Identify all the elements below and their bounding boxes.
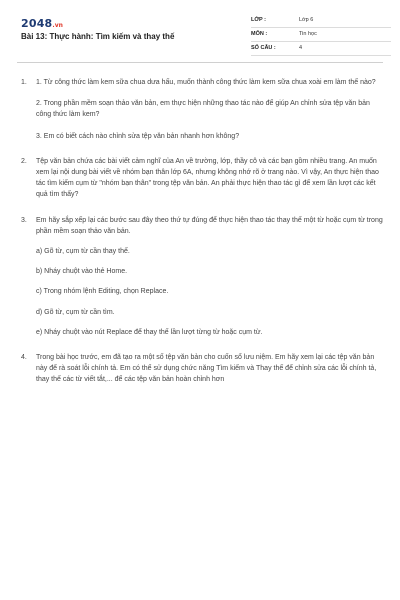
question-number: 4. bbox=[21, 354, 27, 362]
question-line: Trong bài học trước, em đã tạo ra một số tệp văn bản cho cuốn sổ lưu niệm. Em hãy xem lại các tệp văn bản này để rà soát lỗi chính tả. Em có thể sử dụng chức năng Tìm kiếm và Thay thế để chỉnh sửa các lỗi chính tả, thay thế các từ viết tắt,... để các tệp văn bản hoàn chỉnh hơn bbox=[36, 354, 377, 384]
header-divider bbox=[17, 62, 383, 63]
meta-label: SỐ CÂU : bbox=[251, 45, 276, 51]
option-d: d) Gõ từ, cụm từ cần tìm. bbox=[36, 308, 115, 316]
meta-row-class bbox=[251, 14, 391, 28]
meta-row-count bbox=[251, 42, 391, 56]
question-line: Em hãy sắp xếp lại các bước sau đây theo thứ tự đúng để thực hiện thao tác thay thế một từ hoặc cụm từ trong phần mềm soạn thảo văn bản. bbox=[36, 216, 383, 235]
option-b: b) Nháy chuột vào thẻ Home. bbox=[36, 268, 128, 276]
question-line: Tệp văn bản chứa các bài viết cảm nghĩ của An về trường, lớp, thầy cô và các bạn gồm nhiều trang. An muốn xem lại nội dung bài viết về nhóm bạn thân lớp 6A, nhưng không nhớ rõ ở trang nào. Vì vậy, An thực hiện thao tác tìm kiếm cụm từ "nhóm bạn thân" trong tệp văn bản. An phải thực hiện thao tác gì để xem lần lượt các kết quả tìm thấy? bbox=[36, 157, 379, 199]
meta-table bbox=[251, 14, 391, 56]
option-c: c) Trong nhóm lệnh Editing, chọn Replace. bbox=[36, 288, 169, 296]
question-number: 1. bbox=[21, 79, 27, 86]
meta-value: Tin học bbox=[299, 31, 317, 37]
question-line: 3. Em có biết cách nào chỉnh sửa tệp văn bản nhanh hơn không? bbox=[36, 132, 240, 140]
question-4 bbox=[21, 352, 383, 386]
lesson-title: Bài 13: Thực hành: Tìm kiếm và thay thế bbox=[21, 32, 175, 41]
logo-main-text: 2048 bbox=[21, 17, 53, 30]
meta-value: Lớp 6 bbox=[299, 17, 314, 23]
question-number: 2. bbox=[21, 157, 27, 165]
question-3 bbox=[21, 215, 383, 338]
meta-label: LỚP : bbox=[251, 17, 266, 23]
question-line: 2. Trong phần mềm soạn thảo văn bản, em thực hiện những thao tác nào để giúp An chỉnh sửa tệp văn bản công thức làm kem? bbox=[36, 100, 370, 119]
meta-label: MÔN : bbox=[251, 31, 268, 37]
logo-sub-text: .vn bbox=[52, 22, 63, 29]
question-2 bbox=[21, 156, 383, 201]
question-1 bbox=[21, 77, 383, 142]
option-a: a) Gõ từ, cụm từ cần thay thế. bbox=[36, 248, 130, 256]
meta-value: 4 bbox=[299, 45, 303, 51]
page-header bbox=[17, 14, 383, 58]
question-list bbox=[21, 77, 383, 396]
option-e: e) Nháy chuột vào nút Replace để thay thế lần lượt từng từ hoặc cụm từ. bbox=[36, 328, 263, 336]
meta-row-subject bbox=[251, 28, 391, 42]
question-number: 3. bbox=[21, 216, 27, 224]
site-logo[interactable] bbox=[21, 14, 63, 28]
question-line: 1. Từ công thức làm kem sữa chua dưa hấu, muốn thành công thức làm kem sữa chua xoài em làm thế nào? bbox=[36, 79, 376, 86]
